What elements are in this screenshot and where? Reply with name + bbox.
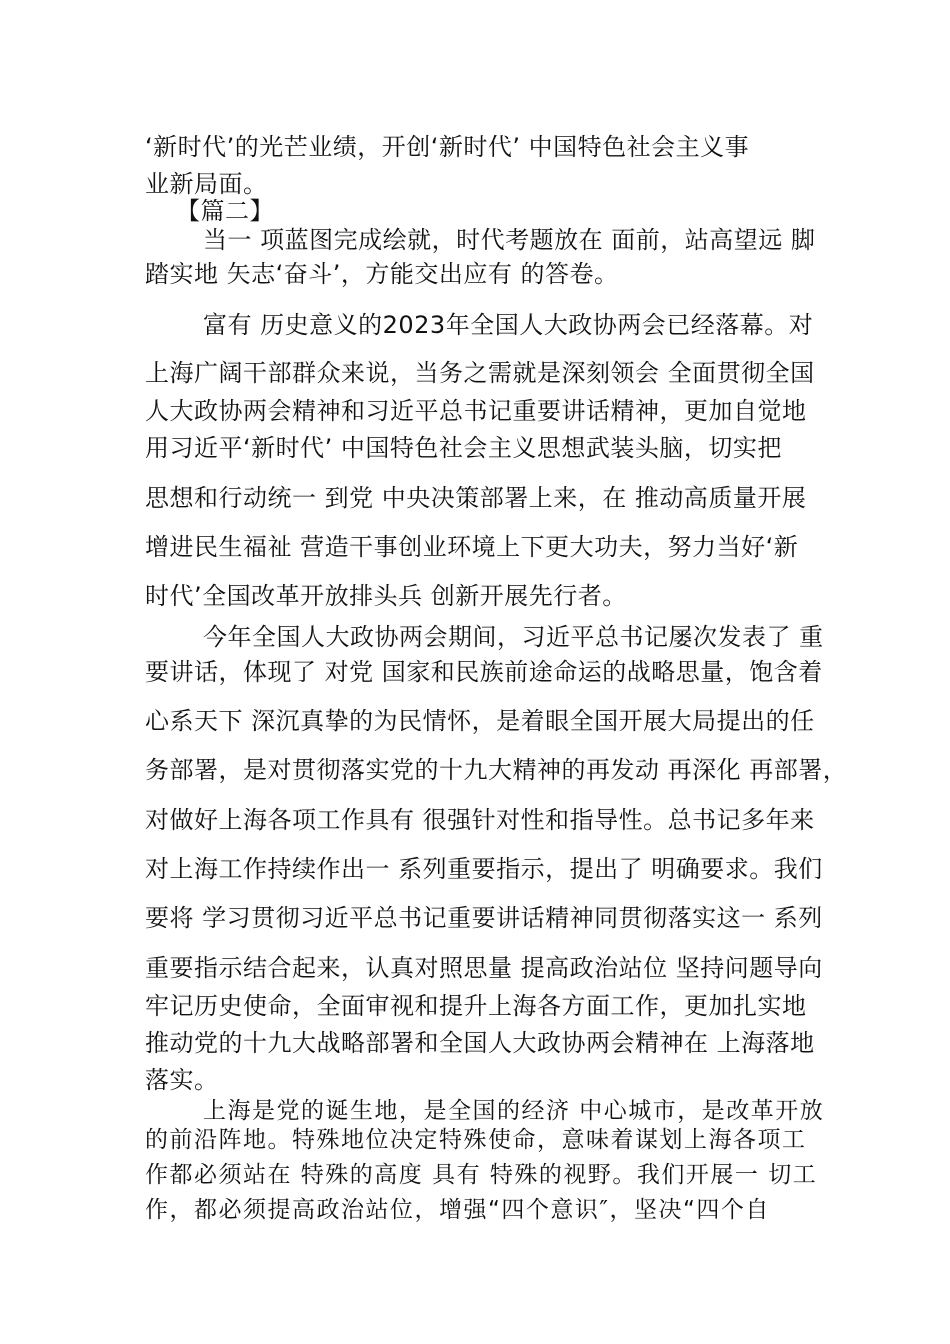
text-line: 踏实地 矢志‘奋斗’，方能交出应有 的答卷。 bbox=[145, 260, 619, 288]
text-line: 当一 项蓝图完成绘就，时代考题放在 面前，站高望远 脚 bbox=[203, 226, 816, 254]
text-line: 用习近平‘新时代’ 中国特色社会主义思想武装头脑，切实把 bbox=[145, 434, 782, 462]
text-line: 牢记历史使命，全面审视和提升上海各方面工作，更加扎实地 bbox=[145, 992, 807, 1020]
text-line: 时代’全国改革开放排头兵 创新开展先行者。 bbox=[145, 582, 627, 610]
text-line: 作都必须站在 特殊的高度 具有 特殊的视野。我们开展一 切工 bbox=[145, 1162, 818, 1188]
text-line: 上海是党的诞生地，是全国的经济 中心城市，是改革开放 bbox=[203, 1098, 825, 1124]
text-line: 要将 学习贯彻习近平总书记重要讲话精神同贯彻落实这一 系列 bbox=[145, 904, 823, 932]
text-line: 心系天下 深沉真挚的为民情怀，是着眼全国开展大局提出的任 bbox=[145, 707, 815, 735]
text-line: 对做好上海各项工作具有 很强针对性和指导性。总书记多年来 bbox=[145, 806, 815, 834]
text-line: ‘新时代’的光芒业绩，开创‘新时代’ 中国特色社会主义事 bbox=[145, 133, 750, 161]
text-line: 重要指示结合起来，认真对照思量 提高政治站位 坚持问题导向 bbox=[145, 954, 823, 982]
text-line: 思想和行动统一 到党 中央决策部署上来，在 推动高质量开展 bbox=[145, 484, 807, 512]
text-line: 对上海工作持续作出一 系列重要指示，提出了 明确要求。我们 bbox=[145, 855, 823, 883]
text-line: 富有 历史意义的2023年全国人大政协两会已经落幕。对 bbox=[203, 311, 814, 339]
text-line: 要讲话，体现了 对党 国家和民族前途命运的战略思量，饱含着 bbox=[145, 658, 823, 686]
text-line: 人大政协两会精神和习近平总书记重要讲话精神，更加自觉地 bbox=[145, 397, 807, 425]
text-line: 推动党的十九大战略部署和全国人大政协两会精神在 上海落地 bbox=[145, 1029, 815, 1057]
text-line: 今年全国人大政协两会期间，习近平总书记屡次发表了 重 bbox=[203, 623, 824, 651]
text-line: 务部署，是对贯彻落实党的十九大精神的再发动 再深化 再部署， bbox=[145, 756, 848, 784]
text-line: 落实。 bbox=[145, 1066, 219, 1094]
text-line: 作，都必须提高政治站位，增强“四个意识″，坚决“四个自 bbox=[145, 1197, 770, 1223]
section-heading: 【篇二】 bbox=[176, 197, 274, 225]
text-line: 上海广阔干部群众来说，当务之需就是深刻领会 全面贯彻全国 bbox=[145, 359, 815, 387]
text-line: 增进民生福祉 营造干事创业环境上下更大功夫，努力当好‘新 bbox=[145, 533, 799, 561]
text-line: 业新局面。 bbox=[145, 170, 268, 198]
text-line: 的前沿阵地。特殊地位决定特殊使命，意味着谋划上海各项工 bbox=[145, 1127, 807, 1153]
